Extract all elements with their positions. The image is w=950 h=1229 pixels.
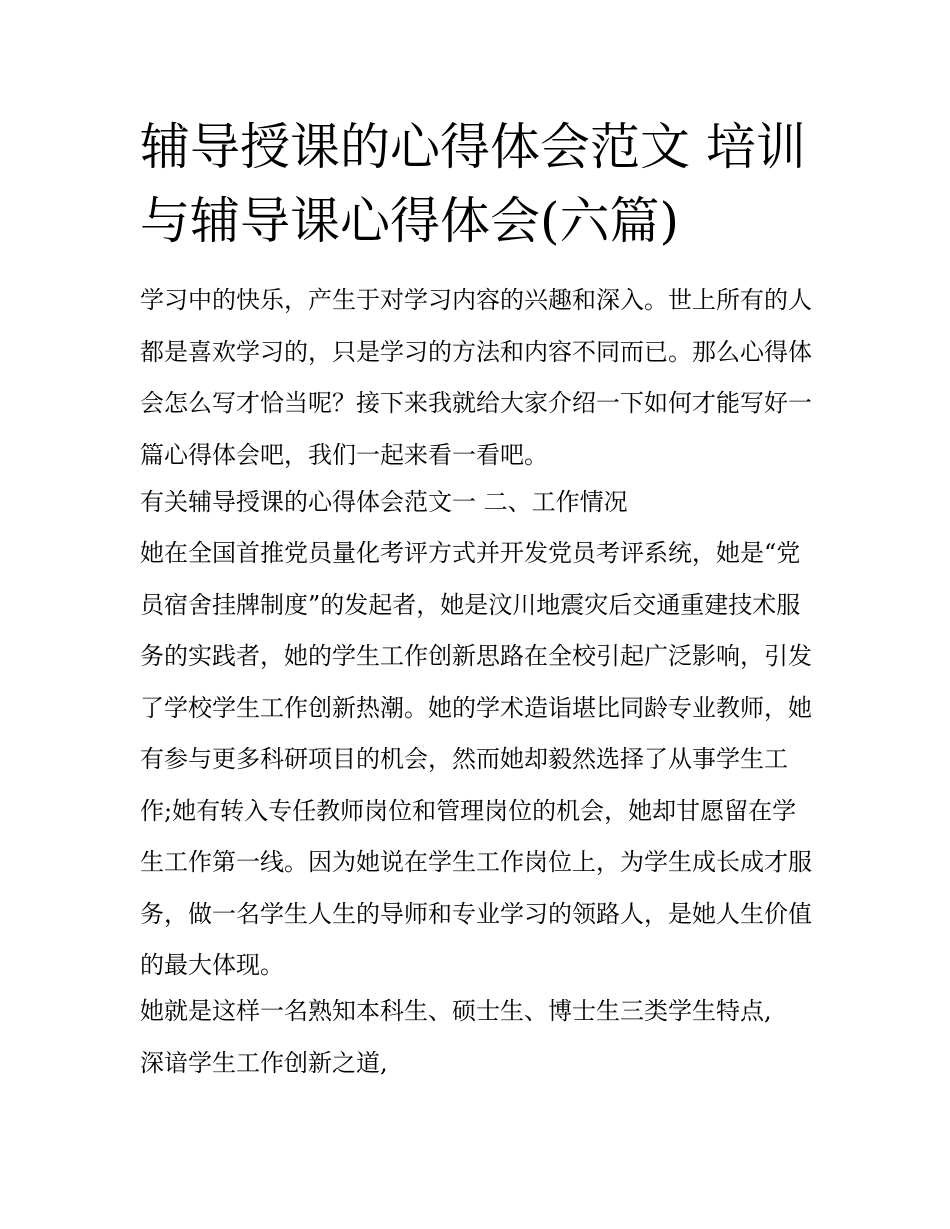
closing-paragraph	[140, 986, 820, 1089]
section-heading: 有关辅导授课的心得体会范文一 二、工作情况	[140, 488, 628, 516]
body-paragraph: 她在全国首推党员量化考评方式并开发党员考评系统，她是“党员宿舍挂牌制度”的发起者，她是汶川地震灾后交通重建技术服务的实践者，她的学生工作创新思路在全校引起广泛影响，引发了学校学生工作创新热潮。她的学术造诣堪比同龄专业教师，她有参与更多科研项目的机会，然而她却毅然选择了从事学生工作;她有转入专任教师岗位和管理岗位的机会，她却甘愿留在学生工作第一线。因为她说在学生工作岗位上，为学生成长成才服务，做一名学生人生的导师和专业学习的领路人，是她人生价值的最大体现。	[140, 539, 812, 979]
closing-line: 她就是这样一名熟知本科生、硕士生、博士生三类学生特点,	[140, 997, 772, 1025]
intro-paragraph: 学习中的快乐，产生于对学习内容的兴趣和深入。世上所有的人都是喜欢学习的，只是学习的方法和内容不同而已。那么心得体会怎么写才恰当呢？接下来我就给大家介绍一下如何才能写好一篇心得体会吧，我们一起来看一看吧。	[140, 286, 812, 469]
document-title: 辅导授课的心得体会范文 培训与辅导课心得体会(六篇)	[140, 118, 806, 250]
closing-line: 深谙学生工作创新之道,	[140, 1048, 388, 1077]
